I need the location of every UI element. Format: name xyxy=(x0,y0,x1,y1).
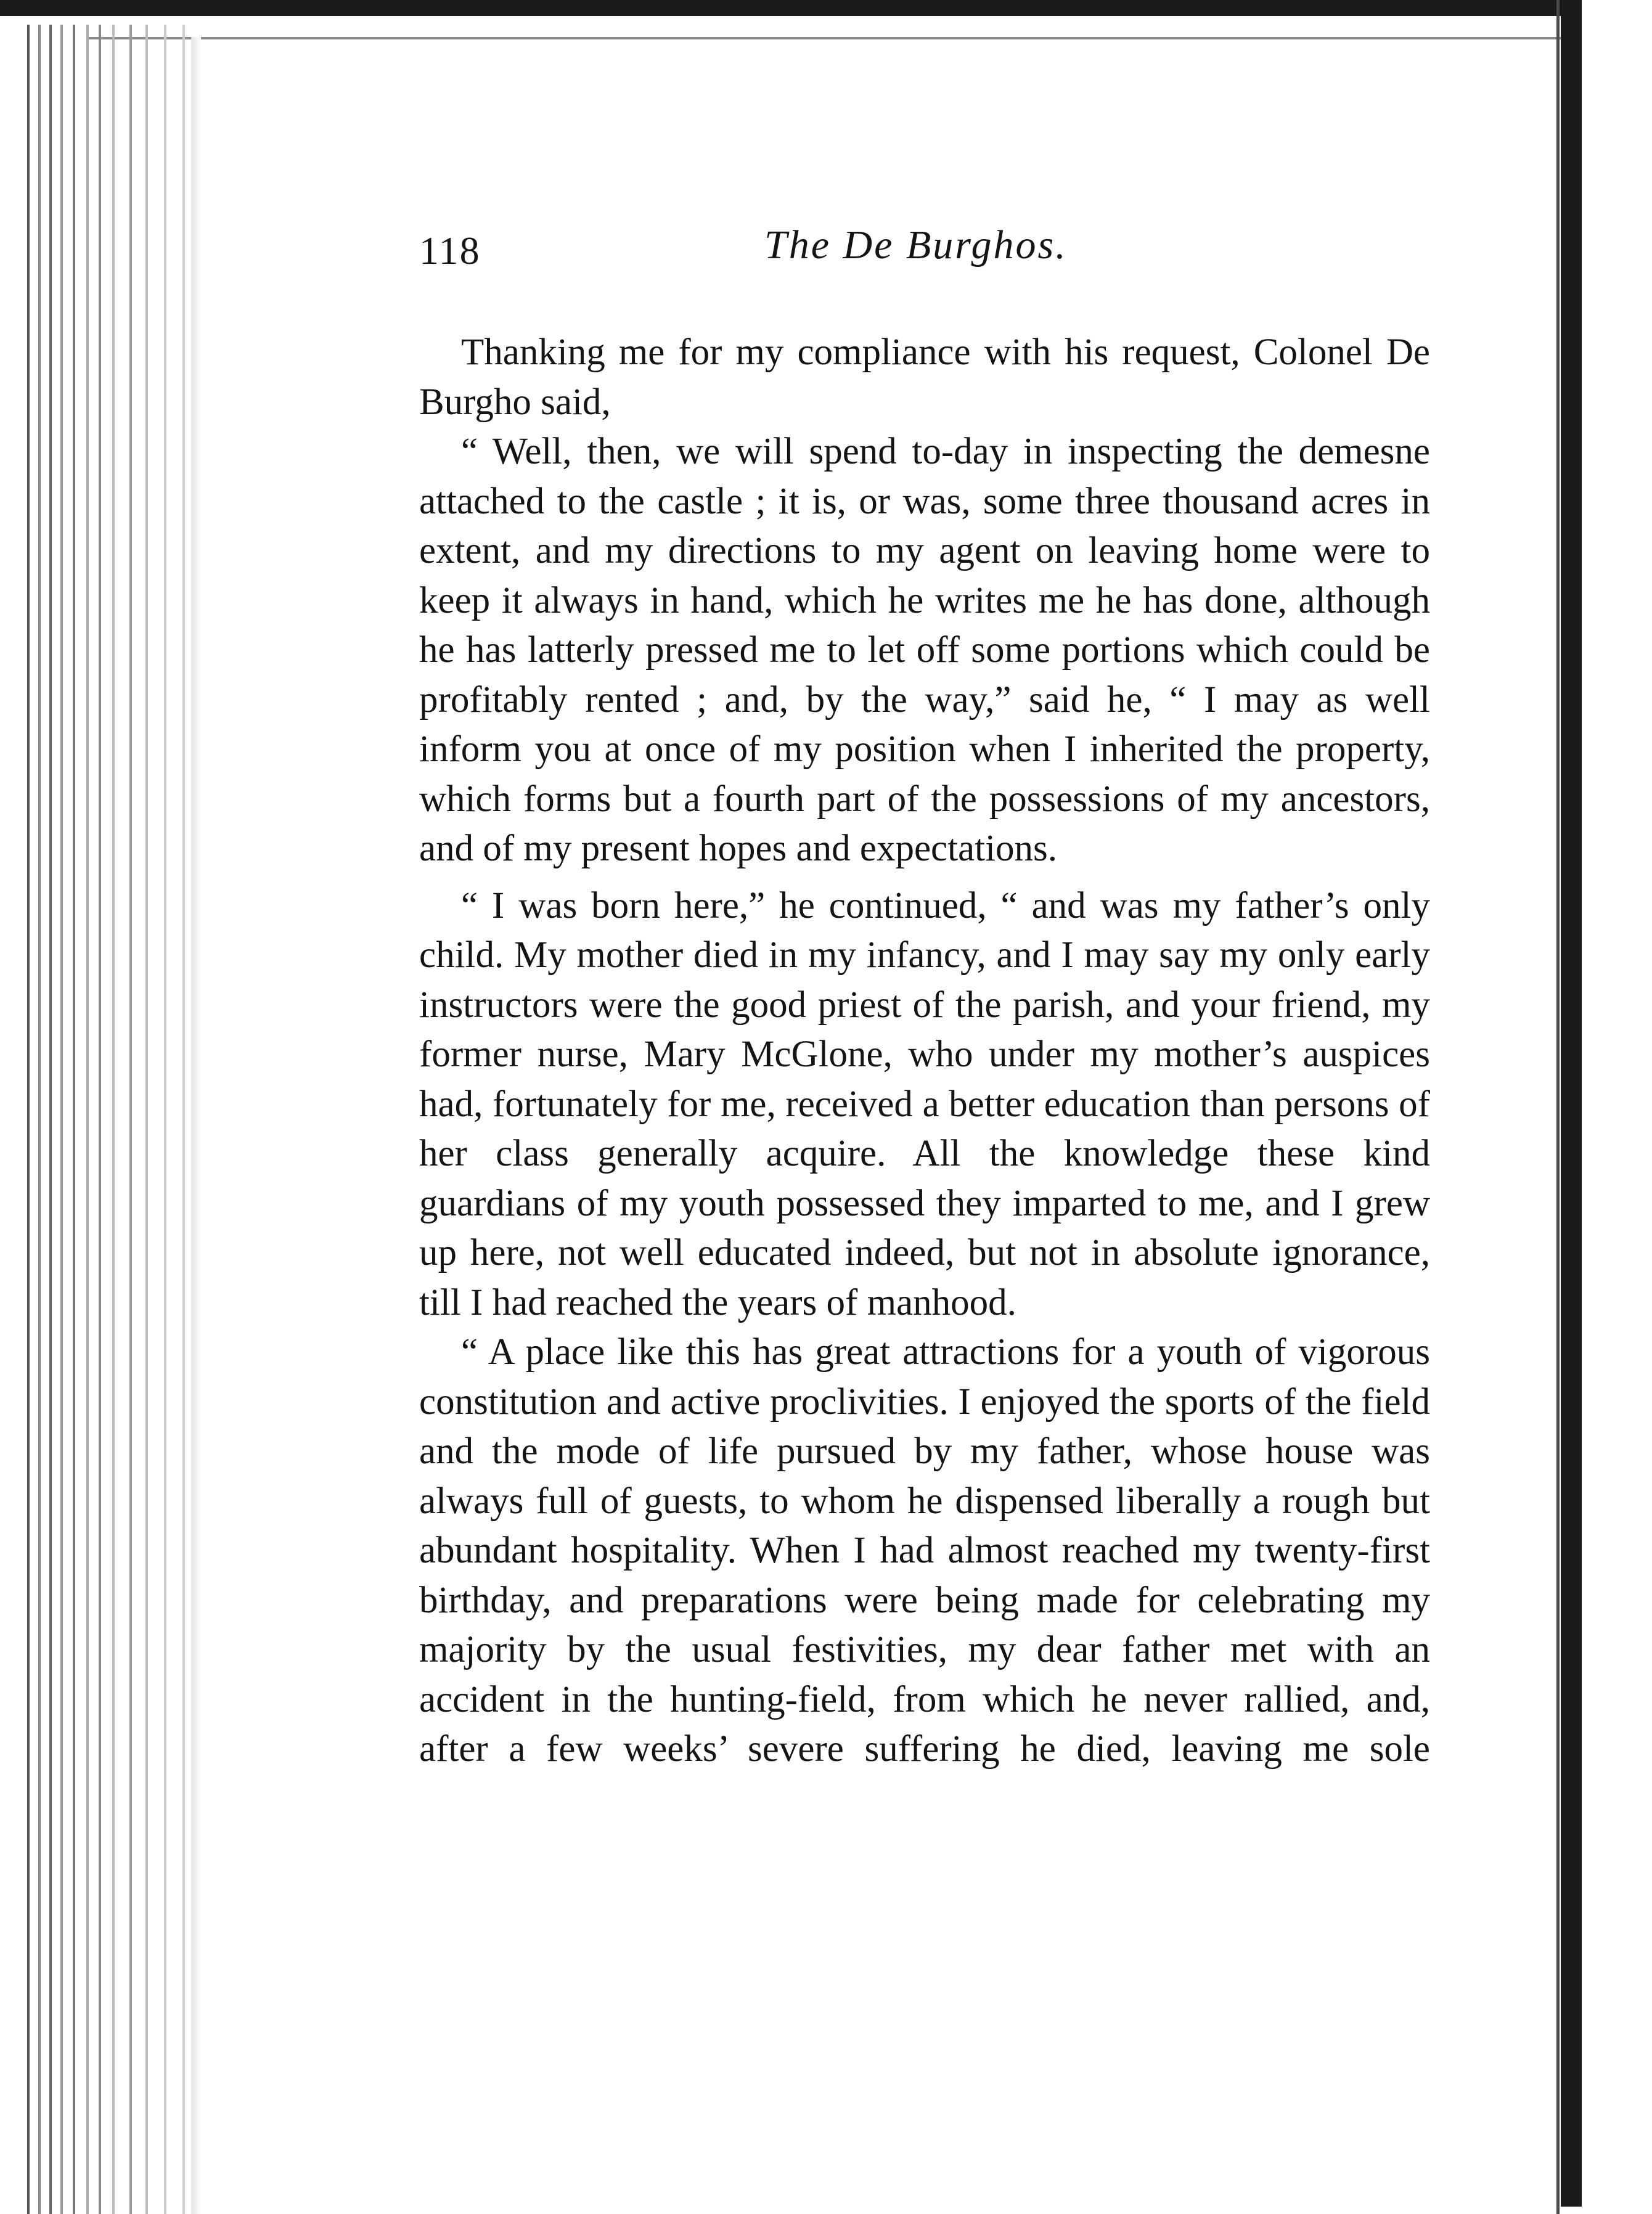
page-stack-edge xyxy=(49,25,52,2214)
page-top-edge xyxy=(86,37,1578,39)
running-title: The De Burghos. xyxy=(764,223,1068,268)
page-stack-edge xyxy=(145,25,148,2214)
page-stack-edge xyxy=(86,25,89,2214)
page-stack-edge xyxy=(73,25,75,2214)
page-gutter-shadow xyxy=(191,37,201,2214)
page-number: 118 xyxy=(419,229,481,272)
facing-page-margin xyxy=(1582,0,1652,2214)
paragraph: Thanking me for my compliance with his request, Colonel De Burgho said, xyxy=(419,332,1430,423)
page-stack-edge xyxy=(112,25,115,2214)
page-stack-edge xyxy=(38,25,41,2214)
paragraph: “ I was born here,” he continued, “ and was my father’s only child. My mother died in my infancy, and I may say my only early instructors were the good priest of the parish, and your friend, my former nurse, Mary McGlone, who under my mother’s auspices had, fortunately for me, received a better education than persons of her class generally acquire. All the knowledge these kind guardians of my youth possessed they imparted to me, and I grew up here, not well educated indeed, but not in absolute ignorance, till I had reached the years of manhood. xyxy=(419,884,1430,1323)
running-head xyxy=(419,222,1430,290)
page-stack-edge xyxy=(164,25,166,2214)
page-stack-edge xyxy=(60,25,63,2214)
page-stack-edge xyxy=(99,25,101,2214)
paragraph: “ A place like this has great attractions for a youth of vigorous constitution and active proclivities. I enjoyed the sports of the field and the mode of life pursued by my father, whose house was always full of guests, to whom he dispensed liberally a rough but abundant hospitality. When I had almost reached my twenty-first birthday, and preparations were being made for celebrating my majority by the usual festivities, my dear father met with an accident in the hunting-field, from which he never rallied, and, after a few weeks’ severe suffering he died, leaving me sole xyxy=(419,1331,1430,1770)
facing-page-rule xyxy=(1556,0,1560,2214)
body-text xyxy=(419,328,1430,1775)
paragraph: “ Well, then, we will spend to-day in inspecting the demesne attached to the castle ; it is, or was, some three thousand acres in extent, and my directions to my agent on leaving home were to keep it always in hand, which he writes me he has done, although he has latterly pressed me to let off some portions which could be profitably rented ; and, by the way,” said he, “ I may as well inform you at once of my position when I inherited the property, which forms but a fourth part of the possessions of my ancestors, and of my present hopes and expectations. xyxy=(419,431,1430,869)
page-stack-edge xyxy=(27,25,30,2214)
page-stack-edge xyxy=(182,25,185,2214)
book-page xyxy=(419,222,1430,1775)
page-stack-edge xyxy=(129,25,132,2214)
scan-top-border xyxy=(0,0,1652,16)
book-spine xyxy=(1561,12,1582,2207)
